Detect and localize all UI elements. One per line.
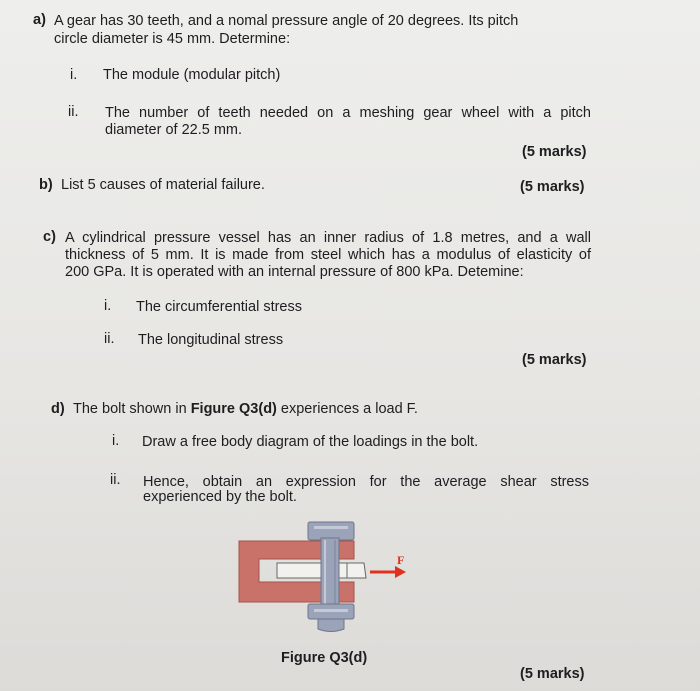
bolt-thread-end [318,619,344,632]
question-b-marks: (5 marks) [520,179,585,195]
question-d-ii-line2: experienced by the bolt. [143,489,297,505]
question-a-line2: circle diameter is 45 mm. Determine: [54,31,291,47]
bolt-shank [321,538,339,606]
question-d-ii-line1: Hence, obtain an expression for the average shear stress [143,474,589,490]
question-d-ii-number: ii. [110,472,121,488]
question-a-ii-number: ii. [68,104,79,120]
question-d-label: d) [51,401,65,417]
question-d-i-number: i. [112,433,120,449]
question-c-i-number: i. [104,298,112,314]
question-c-line3: 200 GPa. It is operated with an internal pressure of 800 kPa. Detemine: [65,264,524,280]
force-label: F [397,553,405,567]
question-d-text-pre: The bolt shown in [73,401,187,417]
question-d-i-text: Draw a free body diagram of the loadings in the bolt. [142,434,479,450]
question-a-label: a) [33,12,46,28]
question-b-label: b) [39,177,53,193]
question-c-i-text: The circumferential stress [136,299,302,315]
question-d-text-post: experiences a load F. [280,401,418,417]
question-a-ii-line1: The number of teeth needed on a meshing gear wheel with a pitch [105,105,591,121]
question-d-text [73,401,418,418]
question-a-i-number: i. [70,67,78,83]
question-b-text: List 5 causes of material failure. [61,177,265,193]
question-c-marks: (5 marks) [522,352,587,368]
bolt-joint-figure [232,518,422,638]
question-c-line2: thickness of 5 mm. It is made from steel which has a modulus of elasticity of [65,247,591,263]
question-c-label: c) [43,229,56,245]
question-d-marks: (5 marks) [520,666,585,682]
question-a-i-text: The module (modular pitch) [103,67,281,83]
question-c-ii-number: ii. [104,331,115,347]
bolt-head [308,522,354,540]
question-c-line1: A cylindrical pressure vessel has an inner radius of 1.8 metres, and a wall [65,230,591,246]
question-c-ii-text: The longitudinal stress [138,332,284,348]
question-d-figure-ref: Figure Q3(d) [190,401,277,417]
question-a-marks: (5 marks) [522,144,587,160]
figure-caption: Figure Q3(d) [281,650,368,666]
question-a-line1: A gear has 30 teeth, and a nomal pressure angle of 20 degrees. Its pitch [54,13,519,29]
question-a-ii-line2: diameter of 22.5 mm. [105,122,242,138]
force-arrowhead [395,566,406,578]
